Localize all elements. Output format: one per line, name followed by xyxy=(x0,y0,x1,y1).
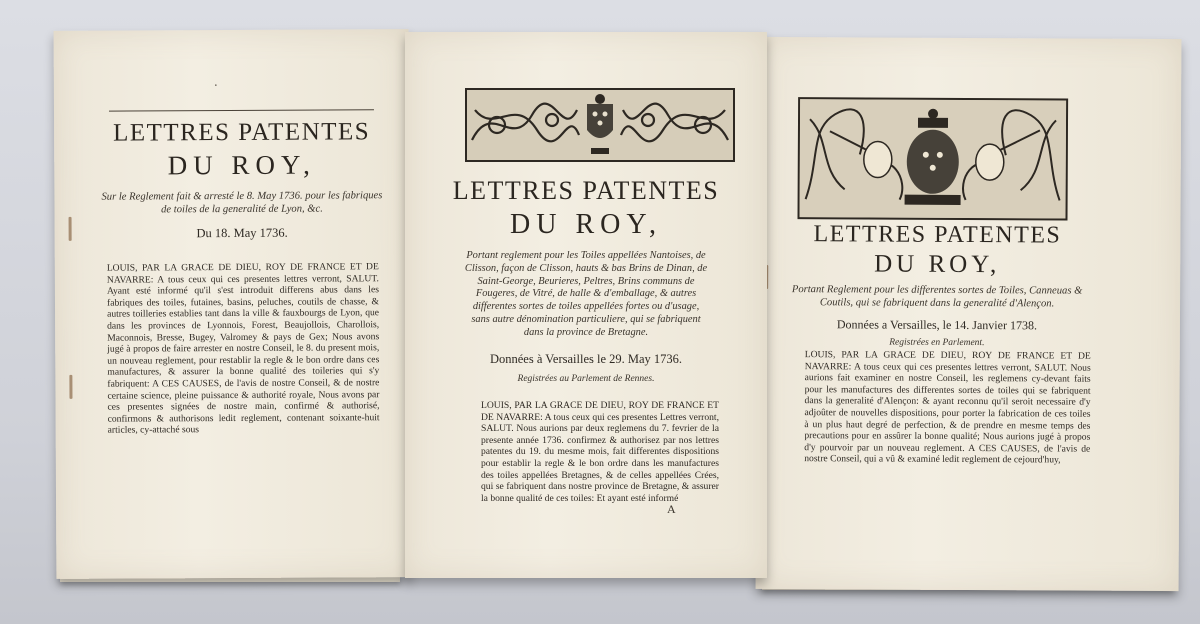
royal-arms-ornament-icon xyxy=(467,90,733,160)
document-page-bretagne xyxy=(405,32,767,578)
folio-mark: · xyxy=(213,78,218,93)
binding-stitch xyxy=(69,375,72,399)
document-body xyxy=(107,261,380,436)
document-page-lyon xyxy=(54,29,412,579)
document-page-alencon xyxy=(756,37,1182,591)
document-title: LETTRES PATENTES xyxy=(813,221,1062,249)
document-title-king: DU ROY, xyxy=(510,209,662,240)
document-date: Données à Versailles le 29. May 1736. xyxy=(489,351,683,366)
registration-note: Registrées en Parlement. xyxy=(889,337,985,349)
signature-mark: A xyxy=(667,502,676,516)
body-text: LOUIS, PAR LA GRACE DE DIEU, ROY DE FRANCE ET DE NAVARRE: A tous ceux qui ces presentes lettres verront, SALUT. Ayant esté informé qu'il s'est introduit differens abus dans les fabriques des toiles, futaines, basins, peluches, coutils de chasse, & autres toilleries establies tant dans la ville & fauxbourgs de Lyon, que dans les provinces de Lyonnois, Forest, Beaujollois, Charollois, Maconnois, Bresse, Bugey, Valromey & pays de Gex; Nous avons jugé à propos de faire arrester en nostre Conseil, le 8. du present mois, un nouveau reglement, pour restablir la regle & le bon ordre dans ces manufactures, & assurer la bonne qualité des toileries qui s'y fabriquent: A CES CAUSES, de l'avis de nostre Conseil, & de nostre certaine science, pleine puissance & authorité royale, Nous avons par ces presentes signées de nostre main, confirmé & authorisé, confirmons & authorisons ledit reglement, contenant soixante-huit articles, cy-attaché sous xyxy=(106,261,380,436)
body-text: LOUIS, PAR LA GRACE DE DIEU, ROY DE FRANCE ET DE NAVARRE: A tous ceux qui ces presentes lettres verront, SALUT. Nous aurions fait examiner en nostre Conseil, les reglemens cy-devant faits pour les manufactures des differentes sortes de toiles qui se fabriquent dans la generalité d'Alençon: & ayant reconnu qu'il seroit necessaire d'y adjoûter de nouvelles dispositions, pour porter la fabrication de ces toiles à un plus haut degré de perfection, & de prendre en mesme temps des precautions pour en assûrer la bonne qualité; Nous aurions jugé à propos d'y pourvoir par un nouveau reglement. A CES CAUSES, de l'avis de nostre Conseil, qui a vû & examiné ledit reglement de cejourd'huy, xyxy=(804,349,1091,466)
document-title: LETTRES PATENTES xyxy=(452,176,720,205)
ornamental-headpiece xyxy=(797,97,1068,220)
registration-note: Registrées au Parlement de Rennes. xyxy=(517,373,655,384)
title-rule xyxy=(109,109,374,111)
document-date: Données a Versailles, le 14. Janvier 1738. xyxy=(836,317,1038,333)
document-subtitle: Portant Reglement pour les differentes sortes de Toiles, Canneuas & Coutils, qui se fabriquent dans la generalité d'Alençon. xyxy=(791,284,1083,310)
document-subtitle: Portant reglement pour les Toiles appellées Nantoises, de Clisson, façon de Clisson, hauts & bas Brins de Dinan, de Saint-George, Beurieres, Peltres, Brins communs de Fougeres, de Vitré, de halle & d'emballage, & autres differentes sortes de toiles appellées fortes ou d'usage, sans autre dénomination particuliere, qui se fabriquent dans la province de Bretagne. xyxy=(464,250,708,338)
body-text: LOUIS, PAR LA GRACE DE DIEU, ROY DE FRANCE ET DE NAVARRE: A tous ceux qui ces presentes Lettres verront, SALUT. Nous aurions par deux reglemens du 7. fevrier de la presente année 1736. confirmez & authorisez par nos lettres patentes du 19. du mesme mois, fait differentes dispositions pour establir la regle & le bon ordre dans les manufactures des toiles appellées Bretagnes, & de celles appellées Crées, qui se fabriquent dans nostre province de Bretagne, & assurer la bonne qualité de ces toiles: Et ayant esté informé xyxy=(481,400,719,504)
document-title-king: DU ROY, xyxy=(874,250,1001,279)
document-body xyxy=(481,400,719,504)
document-body xyxy=(804,349,1091,466)
binding-stitch xyxy=(69,217,72,241)
document-title-king: DU ROY, xyxy=(167,149,316,181)
document-date: Du 18. May 1736. xyxy=(196,225,288,241)
ornamental-headpiece xyxy=(465,88,735,162)
document-title: LETTRES PATENTES xyxy=(112,118,371,147)
royal-arms-cherubs-icon xyxy=(800,99,1067,218)
document-subtitle: Sur le Reglement fait & arresté le 8. May 1736. pour les fabriques de toiles de la generalité de Lyon, &c. xyxy=(101,190,383,216)
